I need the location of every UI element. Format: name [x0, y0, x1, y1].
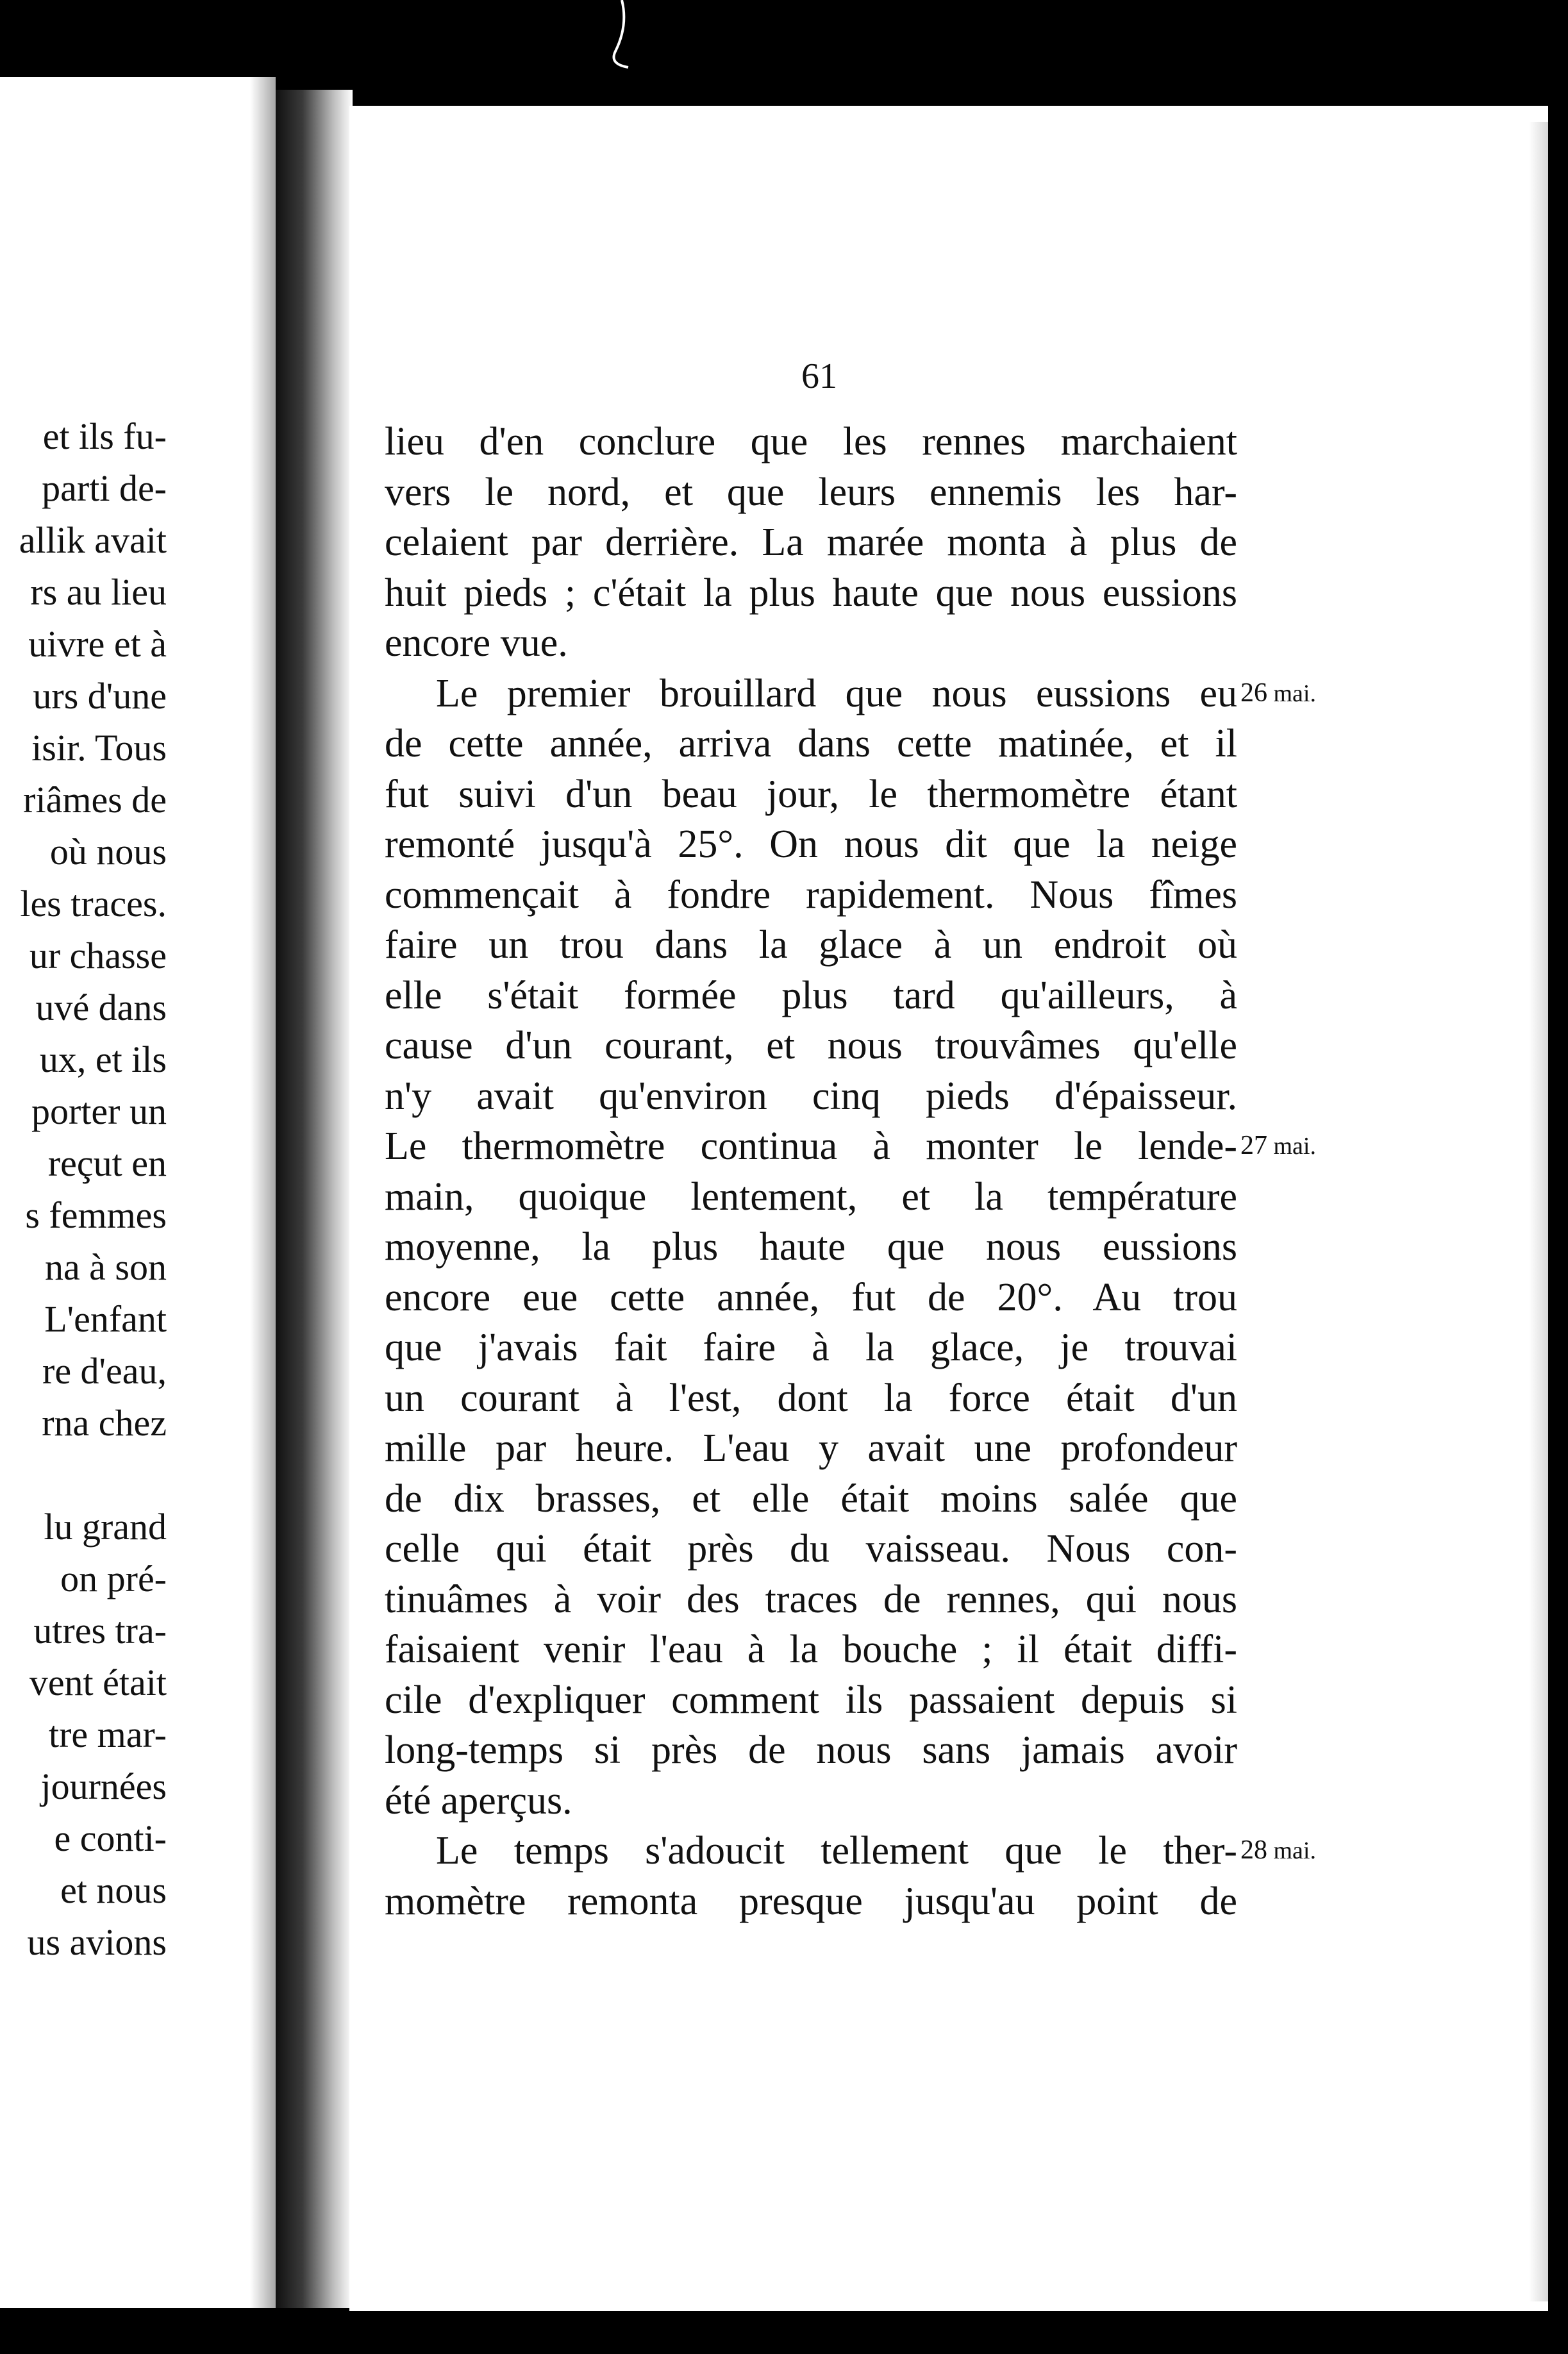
text-line: lieu d'en conclure que les rennes marchaient [385, 420, 1237, 463]
facing-page-line: isir. Tous [31, 727, 167, 769]
facing-page-line: lu grand [44, 1506, 167, 1548]
facing-page-line: e conti- [54, 1817, 167, 1859]
text-line: fut suivi d'un beau jour, le thermomètre étant [385, 772, 1237, 816]
margin-note-month: mai. [1273, 680, 1316, 707]
margin-date-note [1240, 678, 1316, 708]
text-line: moyenne, la plus haute que nous eussions [385, 1225, 1237, 1269]
body-text [385, 417, 1237, 1926]
facing-page-line: na à son [44, 1246, 167, 1288]
facing-page-line: allik avait [19, 519, 167, 561]
text-line: Le premier brouillard que nous eussions eu [436, 671, 1237, 715]
facing-page-line: rs au lieu [30, 571, 167, 613]
facing-page-line: uivre et à [28, 623, 167, 665]
margin-note-day: 26 [1240, 678, 1267, 708]
margin-note-month: mai. [1273, 1837, 1316, 1864]
text-line: huit pieds ; c'était la plus haute que nous eussions [385, 571, 1237, 615]
facing-page-line: re d'eau, [42, 1350, 167, 1392]
text-line: de dix brasses, et elle était moins salée que [385, 1476, 1237, 1521]
facing-page-line: vent était [29, 1662, 167, 1703]
text-line: de cette année, arriva dans cette matinée, et il [385, 722, 1237, 765]
facing-page-shadow [250, 77, 276, 2308]
text-line: cile d'expliquer comment ils passaient depuis si [385, 1678, 1237, 1722]
facing-page-line: tre mar- [49, 1714, 167, 1755]
text-line: Le temps s'adoucit tellement que le ther- [436, 1829, 1237, 1873]
facing-page-line: riâmes de [23, 779, 167, 821]
text-line: encore eue cette année, fut de 20°. Au trou [385, 1275, 1237, 1319]
text-line: celle qui était près du vaisseau. Nous con- [385, 1527, 1237, 1571]
text-line: celaient par derrière. La marée monta à plus de [385, 521, 1237, 564]
scan-artifact-mark [603, 0, 641, 71]
text-line: momètre remonta presque jusqu'au point de [385, 1879, 1237, 1923]
text-line: long-temps si près de nous sans jamais avoir [385, 1728, 1237, 1772]
page-edge [1529, 122, 1548, 2301]
text-line: faisaient venir l'eau à la bouche ; il était diffi- [385, 1628, 1237, 1671]
facing-page-line: et ils fu- [42, 415, 167, 457]
facing-page-line: reçut en [47, 1142, 167, 1184]
book-gutter [276, 90, 353, 2308]
margin-note-day: 28 [1240, 1835, 1267, 1865]
facing-page-line: ur chasse [29, 935, 167, 976]
facing-page-line [19, 1449, 167, 1501]
text-line: n'y avait qu'environ cinq pieds d'épaisseur. [385, 1074, 1237, 1118]
text-line: main, quoique lentement, et la température [385, 1174, 1237, 1219]
facing-page-line: les traces. [20, 883, 167, 924]
facing-page-line: L'enfant [44, 1298, 167, 1340]
facing-page-line: parti de- [42, 467, 167, 509]
text-line: elle s'était formée plus tard qu'ailleurs, à [385, 973, 1237, 1017]
facing-page-line: où nous [49, 831, 167, 872]
facing-page-line: et nous [60, 1869, 167, 1911]
page-number: 61 [801, 356, 837, 396]
margin-note-day: 27 [1240, 1131, 1267, 1160]
text-line: cause d'un courant, et nous trouvâmes qu'elle [385, 1024, 1237, 1067]
text-line: que j'avais fait faire à la glace, je trouvai [385, 1326, 1237, 1369]
facing-page-line: on pré- [60, 1558, 167, 1599]
facing-page-line: s femmes [25, 1194, 167, 1236]
facing-page-line: rna chez [42, 1402, 167, 1444]
facing-page-line: urs d'une [33, 675, 167, 717]
text-line: commençait à fondre rapidement. Nous fîmes [385, 872, 1237, 917]
text-line: tinuâmes à voir des traces de rennes, qui nous [385, 1577, 1237, 1621]
text-line: été aperçus. [385, 1778, 572, 1823]
text-line: vers le nord, et que leurs ennemis les har- [385, 470, 1237, 514]
facing-page-text [19, 410, 167, 1968]
facing-page-line: ux, et ils [39, 1039, 167, 1080]
facing-page-line: porter un [31, 1090, 167, 1132]
margin-note-month: mai. [1273, 1133, 1316, 1160]
text-line: un courant à l'est, dont la force était d'un [385, 1376, 1237, 1420]
text-line: mille par heure. L'eau y avait une profondeur [385, 1426, 1237, 1470]
facing-page-line: journées [40, 1766, 167, 1807]
margin-date-note [1240, 1130, 1316, 1161]
facing-page-line: us avions [27, 1921, 167, 1963]
text-line: faire un trou dans la glace à un endroit où [385, 923, 1237, 967]
text-line: Le thermomètre continua à monter le lende- [385, 1124, 1237, 1168]
text-line: encore vue. [385, 621, 568, 665]
text-line: remonté jusqu'à 25°. On nous dit que la neige [385, 822, 1237, 866]
facing-page [0, 77, 276, 2308]
facing-page-line: utres tra- [33, 1610, 167, 1651]
margin-date-note [1240, 1835, 1316, 1866]
facing-page-line: uvé dans [35, 987, 167, 1028]
